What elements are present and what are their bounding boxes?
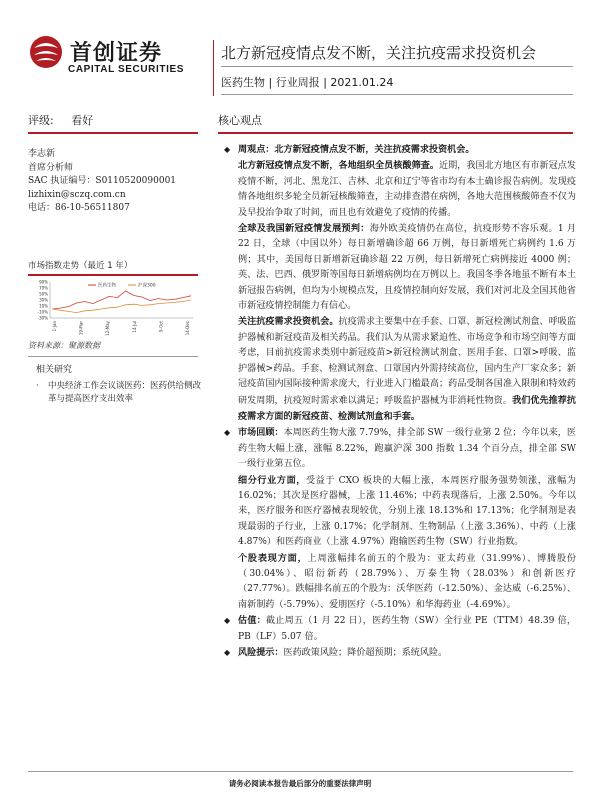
- title-rule: [221, 66, 573, 67]
- market-review-text: 本周医药生物大涨 7.79%，排全部 SW 一级行业第 2 位；今年以来，医药生物大幅上涨，涨幅 8.22%，跑赢沪深 300 指数 1.34 个百分点，排全部 SW 一级行业第五位。: [238, 428, 576, 470]
- header-divider: [213, 40, 214, 96]
- subsector-para: [218, 473, 576, 551]
- related-research-item[interactable]: [36, 380, 204, 406]
- stocks-para: [218, 551, 576, 614]
- risk-para: [218, 645, 576, 661]
- analyst-phone: 电话：86-10-56511807: [28, 203, 130, 213]
- series-line-2: [52, 300, 191, 313]
- core-view-heading: 核心观点: [218, 106, 573, 134]
- valuation-text: 截止周五（1 月 22 日），医药生物（SW）全行业 PE（TTM）48.39 倍，PB（LF）5.07 倍。: [238, 616, 576, 642]
- meta-rule: [221, 94, 573, 95]
- forecast-text: 海外欧美疫情仍在高位，抗疫形势不容乐观。1 月 22 日，全球（中国以外）每日新增确诊超 66 万例，每日新增死亡病例约 1.6 万例；其中，美国每日新增新冠确诊超 22 万例，每日新增死亡病例接近 4000 例；英、法、巴西、俄罗斯等国每日新增病例均在万例以上。我国冬季各地虽不断有本土新冠报告病例，但均为小规模点发，且疫情控制向好发展，我们对河北及全国其他省市新冠疫情控制能力有信心。: [238, 224, 576, 312]
- y-tick-label: 30%: [39, 297, 48, 303]
- y-tick-label: 90%: [39, 279, 48, 285]
- north-outbreak-para: [218, 158, 576, 221]
- stocks-lead: 个股表现方面，: [238, 552, 308, 564]
- analyst-name: 李志新: [28, 149, 56, 159]
- opportunity-text: 抗疫需求主要集中在手套、口罩、新冠检测试剂盒、呼吸监护器械和新冠疫苗及相关药品。我们认为从需求紧迫性、市场竞争和市场空间等方面考虑，目前抗疫需求类别中新冠疫苗>新冠检测试剂盒、医用手套、口罩>呼吸、监护器械>药品。手套、检测试剂盒、口罩国内外需持续高位，国内生产厂家众多；新冠疫苗国内国际接种需求庞大，行业进入门槛最高；药品受制各国准入限制和特效药研发周期，抗疫短时需求难以满足；呼吸监护器械为非消耗性物资。: [238, 317, 576, 406]
- capital-securities-logo-icon: [28, 34, 64, 70]
- y-tick-label: 10%: [39, 303, 48, 309]
- opportunity-recommendation: 我们优先推荐抗疫需求方面的新冠疫苗、检测试剂盒和手套。: [238, 394, 576, 422]
- x-tick-label: 9-Oct: [158, 321, 164, 333]
- related-research-heading: 相关研究: [36, 365, 73, 375]
- valuation-lead: 估值：: [238, 615, 266, 627]
- y-tick-label: -30%: [37, 315, 48, 321]
- forecast-lead: 全球及我国新冠疫情发展预判：: [238, 223, 370, 235]
- weekly-view-lead: 周观点：北方新冠疫情点发不断，关注抗疫需求投资机会。: [238, 144, 475, 155]
- report-body: [218, 142, 576, 661]
- analyst-license: SAC 执证编号：S0110520090001: [28, 176, 177, 186]
- diamond-bullet-icon: ◆: [224, 616, 231, 626]
- analyst-email[interactable]: lizhixin@sczq.com.cn: [28, 189, 126, 200]
- analyst-role: 首席分析师: [28, 162, 74, 173]
- market-index-chart: [28, 278, 198, 336]
- logo-chinese-name: 首创证券: [70, 41, 163, 66]
- x-tick-label: 14-Dec: [185, 321, 190, 336]
- x-tick-label: 1-Jan: [52, 321, 57, 332]
- x-tick-label: 19-Mar: [78, 321, 84, 336]
- y-tick-label: -10%: [37, 309, 48, 315]
- logo-english-name: CAPITAL SECURITIES: [68, 64, 184, 75]
- legend-label: 沪深300: [138, 283, 156, 289]
- related-rule: [28, 356, 198, 357]
- north-outbreak-lead: 北方新冠疫情点发不断，各地组织全员核酸筛查。: [238, 160, 439, 172]
- footer-rule: [28, 771, 573, 772]
- market-review-lead: 市场回顾：: [238, 427, 284, 439]
- forecast-para: [218, 221, 576, 314]
- y-tick-label: 50%: [39, 291, 48, 297]
- diamond-bullet-icon: ◆: [224, 428, 231, 438]
- report-meta: 医药生物 | 行业周报 | 2021.01.24: [221, 76, 394, 89]
- report-title: 北方新冠疫情点发不断，关注抗疫需求投资机会: [221, 44, 537, 62]
- rating-value: 看好: [71, 114, 94, 127]
- subsector-text: 受益于 CXO 板块的大幅上涨，本周医疗服务强势领涨，涨幅为 16.02%；其次是医疗器械，上涨 11.46%；中药表现落后，上涨 2.50%。今年以来，医疗服务和医疗器械表现较优，分别上涨 18.13%和 17.13%；化学制剂是表现最弱的子行业，上涨 0.17%；化学制剂、生物制品（上涨 3.36%）、中药（上涨 4.87%）和医药商业（上涨 4.97%）跑输医药生物（SW）行业指数。: [238, 475, 576, 548]
- risk-lead: 风险提示：: [238, 647, 284, 658]
- rating-label: 评级:: [28, 114, 54, 127]
- company-logo: [28, 32, 208, 82]
- subsector-lead: 细分行业方面，: [238, 474, 306, 486]
- risk-text: 医药政策风险；降价超预期；系统风险。: [283, 648, 448, 658]
- market-review-para: [218, 425, 576, 472]
- opportunity-para: [218, 314, 576, 425]
- rating-row: [28, 106, 198, 134]
- y-tick-label: 70%: [39, 285, 48, 291]
- stocks-text: 上周涨幅排名前五的个股为：亚太药业（31.99%）、博腾股份（30.04%）、昭衍新药（28.79%）、万泰生物（28.03%）和创新医疗（27.77%）。跌幅排名前五的个股为：沃华医药（-12.50%）、金达威（-6.25%）、南新制药（-5.79%）、爱朋医疗（-5.10%）和华海药业（-4.69%）。: [238, 553, 576, 610]
- x-tick-label: 14-Jul: [131, 321, 137, 333]
- legal-disclaimer: 请务必阅读本报告最后部分的重要法律声明: [228, 779, 372, 788]
- legend-label: 医药生物: [98, 283, 116, 289]
- opportunity-lead: 关注抗疫需求投资机会。: [238, 316, 339, 328]
- x-tick-label: 12-May: [105, 321, 111, 336]
- related-research-link[interactable]: 中央经济工作会议谈医药：医药供给侧改革与提高医疗支出效率: [48, 381, 202, 404]
- diamond-bullet-icon: ◆: [224, 145, 231, 154]
- chart-source: 资料来源：聚源数据: [28, 341, 100, 350]
- analyst-info: [28, 148, 208, 216]
- diamond-bullet-icon: ◆: [224, 648, 231, 657]
- north-outbreak-text: 近期，我国北方地区有市新冠点发疫情不断，河北、黑龙江、吉林、北京和辽宁等省市均有本土确诊报告病例。发现疫情各地组织多轮全员新冠核酸筛查，主动排查潜在病例，各地大范围核酸筛查不仅为及早投治争取了时间，而且也有效避免了疫情的传播。: [238, 161, 576, 218]
- chart-title: 市场指数走势（最近 1 年）: [28, 259, 198, 276]
- valuation-para: [218, 613, 576, 645]
- weekly-view-para: [218, 142, 576, 158]
- bullet-icon: ·: [36, 381, 39, 391]
